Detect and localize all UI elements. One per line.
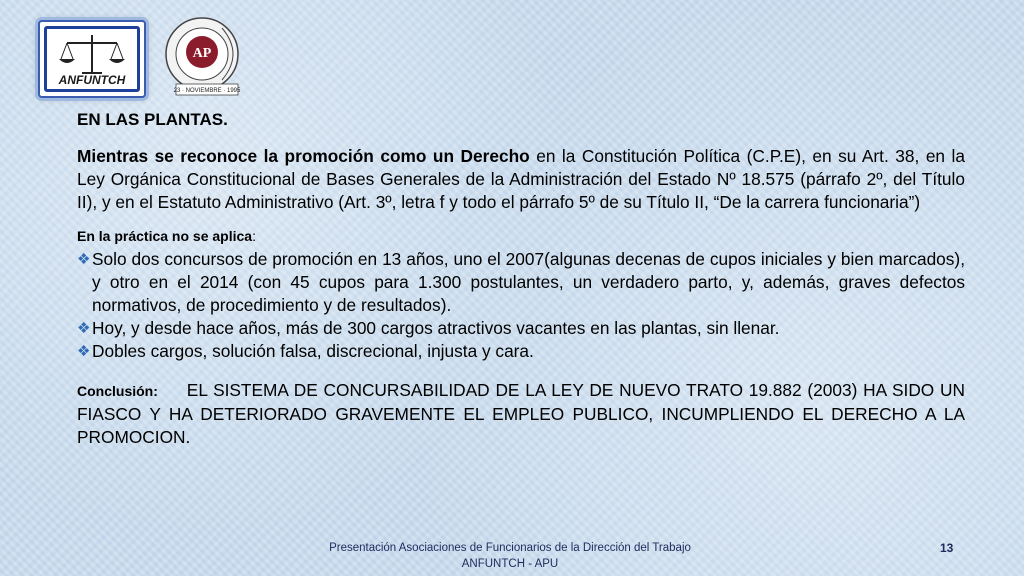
seal-icon (152, 14, 262, 98)
practica-line (77, 226, 965, 246)
bullet-item (77, 340, 965, 363)
diamond-bullet-icon: ❖ (77, 320, 91, 337)
logo-brand-text: ANFUNTCH (58, 73, 126, 87)
anfuntch-logo (38, 20, 146, 98)
conclusion-label: Conclusión: (77, 383, 158, 399)
bullet-item (77, 248, 965, 317)
conclusion-paragraph (77, 379, 965, 449)
bullet-text: Hoy, y desde hace años, más de 300 cargos atractivos vacantes en las plantas, sin llenar. (92, 318, 780, 338)
footer-line-2: ANFUNTCH - APU (461, 558, 559, 570)
practica-colon: : (252, 228, 256, 244)
footer-line-1: Presentación Asociaciones de Funcionarios de la Dirección del Trabajo (329, 542, 691, 554)
bullet-text: Solo dos concursos de promoción en 13 años, uno el 2007(algunas decenas de cupos iniciales y bien marcados), y otro en el 2014 (con 45 cupos para 1.300 postulantes, un verdadero parto, y, además, graves defectos normativos, de procedimiento y de resultados). (92, 249, 965, 315)
seal-date: 23 · NOVIEMBRE · 1995 (173, 88, 241, 94)
apu-seal-logo (152, 14, 262, 98)
diamond-bullet-icon: ❖ (77, 343, 91, 360)
conclusion-text: EL SISTEMA DE CONCURSABILIDAD DE LA LEY DE NUEVO TRATO 19.882 (2003) HA SIDO UN FIASCO Y HA DETERIORADO GRAVEMENTE EL EMPLEO PUBLICO, INCUMPLIENDO EL DERECHO A LA PROMOCION. (77, 380, 965, 447)
intro-rest: en la Constitución Política (C.P.E), en su Art. 38, en la Ley Orgánica Constitucional de Bases Generales de la Administración del Estado Nº 18.575 (párrafo 2º, del Título II), y en el Estatuto Administrativo (Art. 3º, letra f y todo el párrafo 5º de su Título II, “De la carrera funcionaria”) (77, 146, 965, 212)
practica-label: En la práctica no se aplica (77, 228, 253, 244)
seal-initials: AP (192, 46, 212, 61)
intro-paragraph (77, 145, 965, 214)
bullet-item (77, 317, 965, 340)
slide-content (77, 108, 965, 449)
page-number: 13 (940, 541, 954, 555)
slide-heading: EN LAS PLANTAS. (77, 110, 228, 129)
intro-bold: Mientras se reconoce la promoción como un Derecho (77, 146, 530, 166)
bullet-text: Dobles cargos, solución falsa, discrecional, injusta y cara. (92, 341, 534, 361)
diamond-bullet-icon: ❖ (77, 251, 91, 268)
